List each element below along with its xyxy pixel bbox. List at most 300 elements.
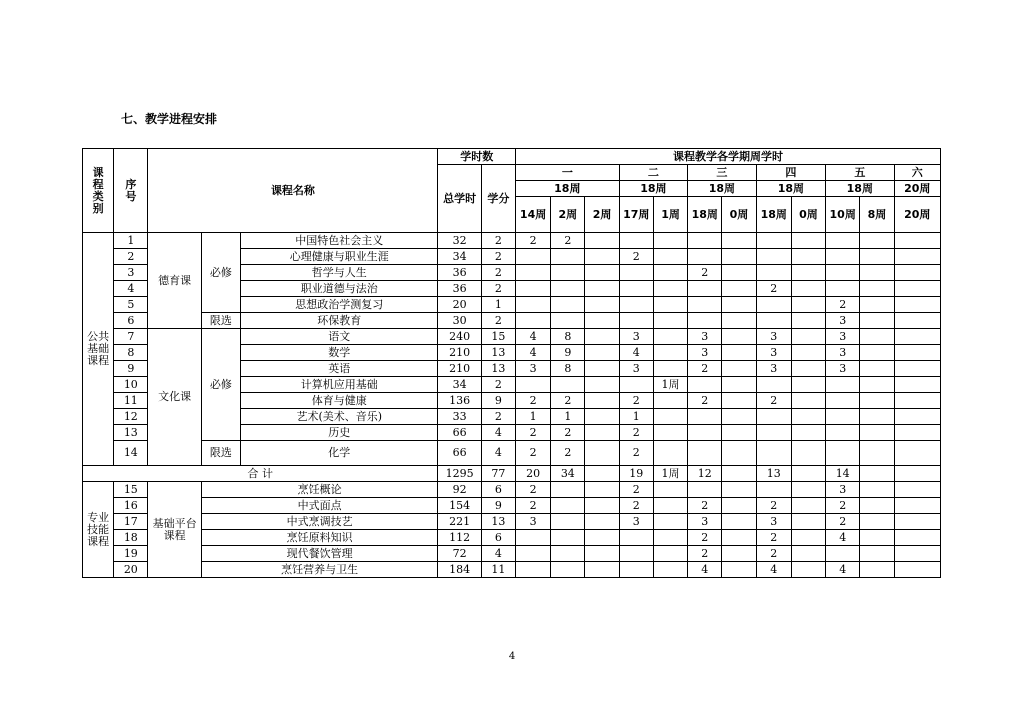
row-week-hours <box>894 345 940 361</box>
row-week-hours <box>860 297 894 313</box>
row-week-hours <box>688 377 722 393</box>
row-total-hours: 184 <box>438 562 481 578</box>
row-no: 1 <box>114 233 148 249</box>
row-total-hours: 221 <box>438 514 481 530</box>
row-week-hours <box>653 482 687 498</box>
row-week-hours <box>619 530 653 546</box>
row-week-hours: 2 <box>756 498 791 514</box>
row-no: 2 <box>114 249 148 265</box>
row-week-hours <box>826 377 860 393</box>
row-week-hours: 2 <box>619 425 653 441</box>
total-week-hours: 12 <box>688 466 722 482</box>
row-week-hours <box>653 345 687 361</box>
row-credits: 2 <box>481 281 515 297</box>
row-week-hours: 2 <box>688 546 722 562</box>
row-week-hours: 3 <box>826 345 860 361</box>
row-week-hours <box>585 530 619 546</box>
row-week-hours: 2 <box>551 425 585 441</box>
row-total-hours: 66 <box>438 441 481 466</box>
row-total-hours: 30 <box>438 313 481 329</box>
row-week-hours: 2 <box>515 441 550 466</box>
row-week-hours <box>722 361 756 377</box>
row-week-hours <box>791 233 825 249</box>
row-week-hours <box>653 281 687 297</box>
row-week-hours: 2 <box>688 530 722 546</box>
header-sub-week: 18周 <box>756 197 791 233</box>
row-week-hours <box>619 233 653 249</box>
row-week-hours <box>756 409 791 425</box>
row-week-hours <box>860 249 894 265</box>
row-week-hours <box>826 393 860 409</box>
row-week-hours <box>585 313 619 329</box>
row-week-hours <box>515 562 550 578</box>
row-week-hours: 2 <box>688 498 722 514</box>
row-week-hours <box>722 409 756 425</box>
row-week-hours: 1 <box>551 409 585 425</box>
row-week-hours <box>653 297 687 313</box>
row-week-hours <box>860 281 894 297</box>
row-course-name: 数学 <box>241 345 438 361</box>
row-week-hours: 3 <box>688 514 722 530</box>
row-week-hours: 1周 <box>653 377 687 393</box>
row-week-hours <box>585 297 619 313</box>
row-week-hours <box>585 265 619 281</box>
row-week-hours <box>722 393 756 409</box>
header-sub-week: 1周 <box>653 197 687 233</box>
row-week-hours <box>894 297 940 313</box>
row-no: 12 <box>114 409 148 425</box>
row-credits: 1 <box>481 297 515 313</box>
row-week-hours: 2 <box>551 441 585 466</box>
row-week-hours <box>826 425 860 441</box>
type-limited: 限选 <box>201 313 240 329</box>
row-week-hours: 3 <box>515 361 550 377</box>
row-week-hours <box>722 441 756 466</box>
row-week-hours <box>653 233 687 249</box>
row-week-hours <box>756 265 791 281</box>
group-moral: 德育课 <box>148 233 201 329</box>
row-week-hours <box>894 281 940 297</box>
row-week-hours: 3 <box>515 514 550 530</box>
row-week-hours <box>894 361 940 377</box>
row-credits: 13 <box>481 514 515 530</box>
row-week-hours <box>826 249 860 265</box>
teaching-schedule-table <box>82 148 941 578</box>
row-week-hours <box>894 393 940 409</box>
row-week-hours <box>619 313 653 329</box>
header-category: 课程类别 <box>83 149 114 233</box>
row-week-hours <box>894 482 940 498</box>
row-week-hours <box>722 562 756 578</box>
row-week-hours: 8 <box>551 361 585 377</box>
header-credits: 学分 <box>481 165 515 233</box>
row-no: 18 <box>114 530 148 546</box>
row-week-hours: 3 <box>688 329 722 345</box>
row-week-hours <box>826 233 860 249</box>
row-week-hours <box>722 546 756 562</box>
row-week-hours <box>619 297 653 313</box>
row-week-hours <box>551 546 585 562</box>
row-week-hours <box>894 329 940 345</box>
header-semester-weeks-2: 18周 <box>619 181 687 197</box>
row-week-hours: 3 <box>756 329 791 345</box>
row-total-hours: 36 <box>438 281 481 297</box>
row-credits: 9 <box>481 498 515 514</box>
row-total-hours: 154 <box>438 498 481 514</box>
row-course-name: 中国特色社会主义 <box>241 233 438 249</box>
row-week-hours <box>826 441 860 466</box>
row-week-hours <box>860 441 894 466</box>
row-week-hours <box>585 345 619 361</box>
row-week-hours <box>585 482 619 498</box>
row-credits: 15 <box>481 329 515 345</box>
header-semester-weeks-3: 18周 <box>688 181 756 197</box>
total-hours: 1295 <box>438 466 481 482</box>
row-week-hours <box>860 530 894 546</box>
row-week-hours <box>653 409 687 425</box>
row-week-hours <box>515 281 550 297</box>
row-total-hours: 92 <box>438 482 481 498</box>
row-week-hours <box>860 562 894 578</box>
header-semester-group: 课程教学各学期周学时 <box>515 149 940 165</box>
row-week-hours <box>551 514 585 530</box>
row-credits: 13 <box>481 345 515 361</box>
row-week-hours <box>551 562 585 578</box>
row-week-hours: 3 <box>756 345 791 361</box>
row-week-hours <box>791 297 825 313</box>
row-week-hours: 1 <box>619 409 653 425</box>
row-week-hours <box>722 297 756 313</box>
row-week-hours: 2 <box>688 393 722 409</box>
row-week-hours <box>551 265 585 281</box>
row-week-hours: 2 <box>756 393 791 409</box>
row-credits: 13 <box>481 361 515 377</box>
row-week-hours <box>515 265 550 281</box>
row-week-hours <box>791 562 825 578</box>
row-week-hours: 2 <box>515 233 550 249</box>
row-week-hours: 2 <box>619 441 653 466</box>
row-week-hours: 2 <box>756 530 791 546</box>
row-week-hours <box>826 409 860 425</box>
row-no: 19 <box>114 546 148 562</box>
row-week-hours: 2 <box>688 361 722 377</box>
table-row <box>83 482 941 498</box>
row-week-hours <box>653 393 687 409</box>
row-week-hours <box>894 530 940 546</box>
row-week-hours: 1 <box>515 409 550 425</box>
header-semester-1: 一 <box>515 165 619 181</box>
row-week-hours <box>756 425 791 441</box>
table-row <box>83 233 941 249</box>
row-week-hours: 4 <box>688 562 722 578</box>
row-week-hours: 2 <box>826 514 860 530</box>
row-credits: 6 <box>481 482 515 498</box>
table-row <box>83 441 941 466</box>
row-week-hours <box>585 249 619 265</box>
row-week-hours: 3 <box>826 482 860 498</box>
row-week-hours <box>860 393 894 409</box>
section-title: 七、教学进程安排 <box>121 112 218 126</box>
row-week-hours <box>894 377 940 393</box>
row-week-hours <box>894 409 940 425</box>
row-week-hours <box>585 409 619 425</box>
row-week-hours <box>860 482 894 498</box>
row-week-hours: 4 <box>619 345 653 361</box>
row-course-name: 中式烹调技艺 <box>201 514 438 530</box>
group-platform: 基础平台课程 <box>148 482 201 578</box>
row-week-hours <box>894 546 940 562</box>
row-course-name: 艺术(美术、音乐) <box>241 409 438 425</box>
row-week-hours <box>585 281 619 297</box>
row-week-hours: 3 <box>826 329 860 345</box>
header-semester-4: 四 <box>756 165 825 181</box>
row-week-hours <box>688 297 722 313</box>
row-total-hours: 34 <box>438 377 481 393</box>
row-week-hours: 4 <box>515 345 550 361</box>
table-row <box>83 530 941 546</box>
total-week-hours <box>722 466 756 482</box>
header-seq: 序号 <box>114 149 148 233</box>
row-total-hours: 112 <box>438 530 481 546</box>
row-week-hours <box>791 377 825 393</box>
row-week-hours: 2 <box>688 265 722 281</box>
row-no: 8 <box>114 345 148 361</box>
row-week-hours <box>585 546 619 562</box>
row-week-hours <box>515 249 550 265</box>
row-week-hours <box>860 498 894 514</box>
row-week-hours <box>653 498 687 514</box>
header-total-hours: 总学时 <box>438 165 481 233</box>
table-row <box>83 329 941 345</box>
header-sub-week: 0周 <box>722 197 756 233</box>
row-week-hours <box>551 313 585 329</box>
row-week-hours <box>722 345 756 361</box>
header-semester-weeks-1: 18周 <box>515 181 619 197</box>
row-total-hours: 20 <box>438 297 481 313</box>
row-week-hours <box>722 233 756 249</box>
row-total-hours: 210 <box>438 361 481 377</box>
total-row <box>83 466 941 482</box>
row-week-hours <box>551 482 585 498</box>
header-course-name: 课程名称 <box>148 149 438 233</box>
row-week-hours <box>551 377 585 393</box>
row-week-hours: 2 <box>826 498 860 514</box>
row-week-hours <box>585 377 619 393</box>
row-no: 6 <box>114 313 148 329</box>
row-week-hours: 4 <box>756 562 791 578</box>
row-week-hours <box>722 425 756 441</box>
row-week-hours <box>551 498 585 514</box>
row-week-hours <box>894 498 940 514</box>
row-course-name: 环保教育 <box>241 313 438 329</box>
row-week-hours: 2 <box>619 482 653 498</box>
row-week-hours <box>756 249 791 265</box>
row-week-hours <box>585 498 619 514</box>
row-total-hours: 66 <box>438 425 481 441</box>
row-week-hours <box>860 329 894 345</box>
total-week-hours: 13 <box>756 466 791 482</box>
row-week-hours <box>860 345 894 361</box>
row-week-hours: 9 <box>551 345 585 361</box>
row-week-hours <box>722 313 756 329</box>
row-week-hours <box>722 530 756 546</box>
total-week-hours: 14 <box>826 466 860 482</box>
row-week-hours <box>894 249 940 265</box>
total-week-hours <box>585 466 619 482</box>
row-week-hours <box>756 377 791 393</box>
row-week-hours: 2 <box>756 281 791 297</box>
row-week-hours <box>653 329 687 345</box>
category-public-basic: 公共基础课程 <box>83 233 114 466</box>
row-week-hours <box>619 546 653 562</box>
row-week-hours <box>688 482 722 498</box>
row-week-hours <box>791 249 825 265</box>
row-week-hours <box>585 514 619 530</box>
row-course-name: 烹饪营养与卫生 <box>201 562 438 578</box>
row-week-hours <box>894 514 940 530</box>
row-week-hours <box>515 313 550 329</box>
row-week-hours <box>791 441 825 466</box>
row-no: 9 <box>114 361 148 377</box>
row-week-hours: 3 <box>688 345 722 361</box>
header-semester-6: 六 <box>894 165 940 181</box>
header-semester-weeks-4: 18周 <box>756 181 825 197</box>
row-credits: 4 <box>481 425 515 441</box>
row-week-hours: 3 <box>756 361 791 377</box>
row-week-hours <box>551 281 585 297</box>
row-week-hours <box>653 441 687 466</box>
header-sub-week: 18周 <box>688 197 722 233</box>
table-row <box>83 313 941 329</box>
row-week-hours: 3 <box>619 329 653 345</box>
row-week-hours <box>515 297 550 313</box>
row-week-hours <box>791 265 825 281</box>
row-week-hours <box>585 441 619 466</box>
row-no: 5 <box>114 297 148 313</box>
row-week-hours: 2 <box>515 498 550 514</box>
row-week-hours <box>791 546 825 562</box>
row-week-hours: 2 <box>515 425 550 441</box>
row-week-hours <box>688 441 722 466</box>
header-sub-week: 2周 <box>551 197 585 233</box>
total-week-hours <box>894 466 940 482</box>
row-week-hours <box>756 482 791 498</box>
header-semester-2: 二 <box>619 165 687 181</box>
row-no: 13 <box>114 425 148 441</box>
row-week-hours <box>860 265 894 281</box>
row-week-hours <box>585 329 619 345</box>
row-week-hours: 2 <box>619 498 653 514</box>
row-credits: 6 <box>481 530 515 546</box>
row-week-hours: 4 <box>826 530 860 546</box>
row-week-hours <box>860 233 894 249</box>
row-no: 3 <box>114 265 148 281</box>
row-week-hours <box>551 249 585 265</box>
row-week-hours <box>791 313 825 329</box>
row-no: 14 <box>114 441 148 466</box>
row-credits: 11 <box>481 562 515 578</box>
row-course-name: 体育与健康 <box>241 393 438 409</box>
row-week-hours <box>653 514 687 530</box>
row-week-hours <box>722 514 756 530</box>
row-week-hours <box>756 313 791 329</box>
row-week-hours: 3 <box>756 514 791 530</box>
table-row <box>83 498 941 514</box>
row-credits: 2 <box>481 233 515 249</box>
header-sub-week: 10周 <box>826 197 860 233</box>
row-week-hours <box>688 249 722 265</box>
row-week-hours <box>894 441 940 466</box>
row-week-hours: 2 <box>619 249 653 265</box>
row-week-hours <box>653 265 687 281</box>
row-course-name: 现代餐饮管理 <box>201 546 438 562</box>
row-no: 15 <box>114 482 148 498</box>
row-week-hours <box>688 313 722 329</box>
total-week-hours <box>860 466 894 482</box>
row-course-name: 职业道德与法治 <box>241 281 438 297</box>
row-week-hours <box>791 409 825 425</box>
row-course-name: 中式面点 <box>201 498 438 514</box>
row-week-hours <box>722 498 756 514</box>
row-course-name: 哲学与人生 <box>241 265 438 281</box>
row-week-hours <box>860 514 894 530</box>
type-required: 必修 <box>201 329 240 441</box>
row-week-hours <box>791 393 825 409</box>
row-credits: 9 <box>481 393 515 409</box>
row-week-hours <box>826 281 860 297</box>
row-no: 16 <box>114 498 148 514</box>
row-week-hours <box>619 265 653 281</box>
row-week-hours <box>894 233 940 249</box>
row-course-name: 烹饪概论 <box>201 482 438 498</box>
row-week-hours: 3 <box>619 361 653 377</box>
row-week-hours <box>688 425 722 441</box>
row-week-hours <box>894 425 940 441</box>
row-week-hours <box>653 425 687 441</box>
header-sub-week: 2周 <box>585 197 619 233</box>
row-week-hours <box>585 393 619 409</box>
total-week-hours: 34 <box>551 466 585 482</box>
row-course-name: 英语 <box>241 361 438 377</box>
row-total-hours: 210 <box>438 345 481 361</box>
table-row <box>83 514 941 530</box>
row-week-hours <box>722 377 756 393</box>
row-week-hours: 2 <box>515 482 550 498</box>
row-no: 20 <box>114 562 148 578</box>
row-week-hours: 2 <box>619 393 653 409</box>
row-week-hours <box>791 345 825 361</box>
row-week-hours <box>722 329 756 345</box>
row-week-hours <box>585 425 619 441</box>
row-week-hours <box>791 482 825 498</box>
row-week-hours: 3 <box>826 361 860 377</box>
row-credits: 2 <box>481 377 515 393</box>
row-week-hours <box>791 530 825 546</box>
row-week-hours: 2 <box>756 546 791 562</box>
row-week-hours <box>722 265 756 281</box>
row-week-hours <box>791 514 825 530</box>
row-total-hours: 72 <box>438 546 481 562</box>
row-credits: 4 <box>481 546 515 562</box>
row-week-hours <box>653 313 687 329</box>
row-week-hours <box>756 441 791 466</box>
row-week-hours <box>791 425 825 441</box>
row-week-hours: 4 <box>515 329 550 345</box>
row-week-hours <box>515 377 550 393</box>
row-credits: 2 <box>481 265 515 281</box>
row-week-hours: 3 <box>826 313 860 329</box>
row-week-hours <box>585 562 619 578</box>
